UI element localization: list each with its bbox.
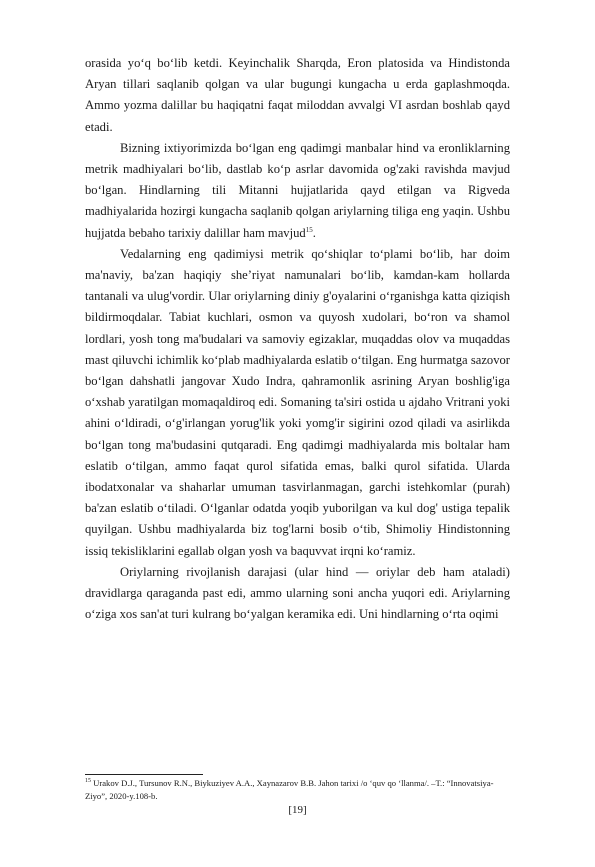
paragraph [85, 562, 510, 626]
footnote-number: 15 [85, 778, 91, 785]
paragraph-text: Oriylarning rivojlanish darajasi (ular hind — oriylar deb ham ataladi) dravidlarga qaraganda past edi, ammo ularning soni ancha yuqori edi. Ariylarning o‘ziga xos san'at turi kulrang bo‘yalgan keramika edi. Uni hindlarning o‘rta oqimi [85, 564, 510, 622]
footnote-text: Urakov D.J., Tursunov R.N., Biykuziyev A.A., Xaynazarov B.B. Jahon tarixi /o ‘quv qo ‘llanma/. –T.: “Innovatsiya-Ziyo”, 2020-y.108-b. [85, 778, 494, 801]
body-text [85, 53, 510, 625]
paragraph-text: Vedalarning eng qadimiysi metrik qo‘shiqlar to‘plami bo‘lib, har doim ma'naviy, ba'zan haqiqiy she’riyat namunalari bo‘lib, kamdan-kam hollarda tantanali va ulug'vordir. Ular oriylarning diniy g'oyalarini o‘rganishga katta qiziqish bildirmoqdalar. Tabiat kuchlari, osmon va quyosh xudolari, bo‘ron va shamol lordlari, yosh tong ma'budalari va samoviy egizaklar, muqaddas olov va muqaddas mast qiluvchi ichimlik ko‘plab madhiyalarda eslatib o‘tilgan. Eng hurmatga sazovor bo‘lgan dahshatli jangovar Xudo Indra, qahramonlik asrining Aryan boshlig'iga o‘xshab yaratilgan momaqaldiroq edi. Somaning ta'siri ostida u ajdaho Vritrani yoki ahini o‘ldiradi, o‘g'irlangan yorug'lik yoki yomg'ir sigirini ozod qiladi va asirlikda bo‘lgan tong ma'budasini qutqaradi. Eng qadimgi madhiyalarda mis boltalar ham eslatib o‘tilgan, ammo faqat qurol sifatida emas, balki qurol sifatida. Ularda ibodatxonalar va shaharlar umuman tasvirlanmagan, garchi istehkomlar (purah) ba'zan eslatib o‘tiladi. O‘lganlar odatda yoqib yuborilgan va kul dog' ustiga tepalik quyilgan. Ushbu madhiyalarda biz tog'larni bosib o‘tib, Shimoliy Hindistonning issiq tekisliklarini egallab olgan yosh va baquvvat irqni ko‘ramiz. [85, 246, 510, 558]
page-number: [19] [288, 804, 307, 816]
footnote [85, 777, 510, 803]
footnote-reference[interactable]: 15 [305, 225, 313, 234]
paragraph [85, 53, 510, 138]
paragraph-text: orasida yo‘q bo‘lib ketdi. Keyinchalik Sharqda, Eron platosida va Hindistonda Aryan tillari saqlanib qolgan va ular bugungi kungacha u erda gaplashmoqda. Ammo yozma dalillar bu haqiqatni faqat miloddan avvalgi VI asrdan boshlab qayd etadi. [85, 56, 510, 134]
paragraph-text-end: . [312, 225, 316, 240]
paragraph-text: Bizning ixtiyorimizda bo‘lgan eng qadimgi manbalar hind va eronliklarning metrik madhiyalari bo‘lib, dastlab ko‘p asrlar davomida og'zaki ravishda mavjud bo‘lgan. Hindlarning tili Mitanni hujjatlarida qayd etilgan va Rigveda madhiyalarida hozirgi kungacha saqlanib qolgan ariylarning tiliga eng yaqin. Ushbu hujjatda bebaho tarixiy dalillar ham mavjud [85, 140, 510, 240]
paragraph [85, 138, 510, 244]
paragraph [85, 244, 510, 562]
footnote-divider [85, 774, 203, 775]
